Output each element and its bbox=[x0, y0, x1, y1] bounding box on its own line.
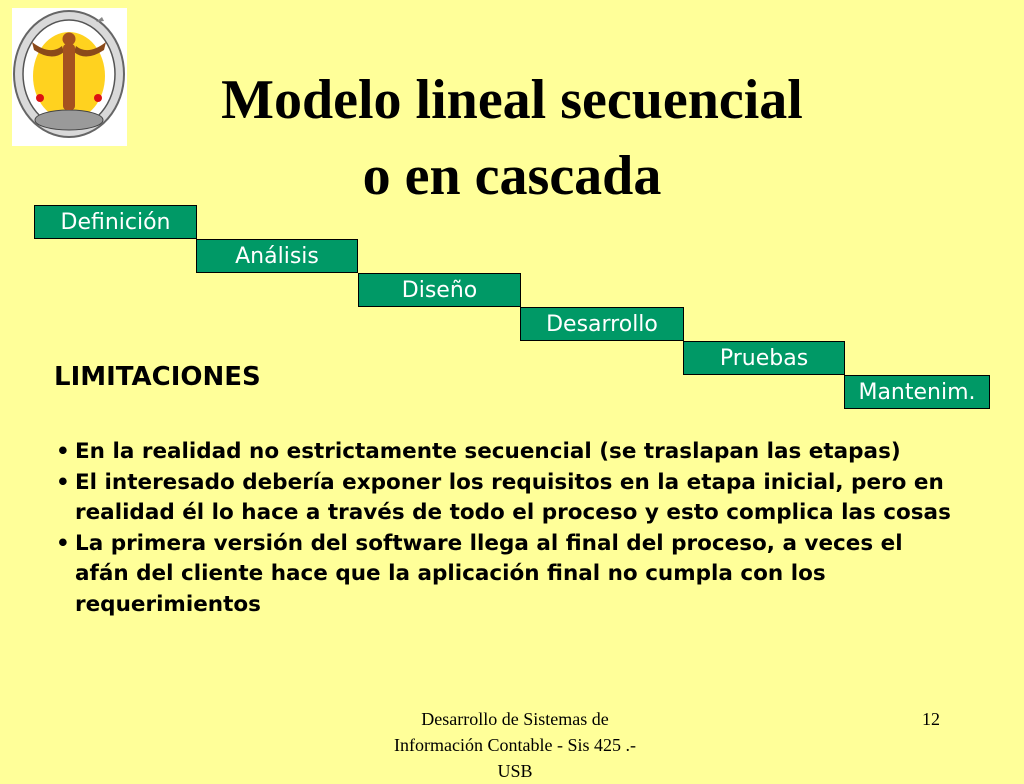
step-analisis: Análisis bbox=[196, 239, 358, 273]
step-definicion: Definición bbox=[34, 205, 197, 239]
bullet-dot-icon: • bbox=[56, 530, 70, 556]
bullet-dot-icon: • bbox=[56, 469, 70, 495]
bullet-text: El interesado debería exponer los requisitos en la etapa inicial, pero en realidad él lo hace a través de todo el proceso y esto complica las cosas bbox=[75, 469, 951, 526]
university-seal-icon bbox=[12, 8, 127, 146]
limitations-heading: LIMITACIONES bbox=[54, 362, 261, 392]
footer-line-2: Información Contable - Sis 425 .- bbox=[394, 735, 636, 755]
list-item bbox=[56, 437, 956, 468]
list-item bbox=[56, 468, 956, 529]
bullet-text: En la realidad no estrictamente secuencial (se traslapan las etapas) bbox=[75, 439, 901, 464]
step-mantenimiento: Mantenim. bbox=[844, 375, 990, 409]
title-line-2: o en cascada bbox=[362, 145, 662, 207]
page-number: 12 bbox=[922, 709, 940, 729]
title-line-1: Modelo lineal secuencial bbox=[221, 69, 803, 131]
footer-text bbox=[360, 706, 670, 784]
step-diseno: Diseño bbox=[358, 273, 521, 307]
slide-title bbox=[130, 62, 894, 214]
list-item bbox=[56, 529, 956, 621]
bullet-text: La primera versión del software llega al final del proceso, a veces el afán del cliente hace que la aplicación final no cumpla con los requerimientos bbox=[75, 530, 903, 617]
step-pruebas: Pruebas bbox=[683, 341, 845, 375]
bullet-dot-icon: • bbox=[56, 439, 70, 464]
footer-line-3: USB bbox=[497, 761, 533, 781]
limitations-list bbox=[56, 437, 956, 621]
footer-line-1: Desarrollo de Sistemas de bbox=[421, 709, 609, 729]
step-desarrollo: Desarrollo bbox=[520, 307, 684, 341]
